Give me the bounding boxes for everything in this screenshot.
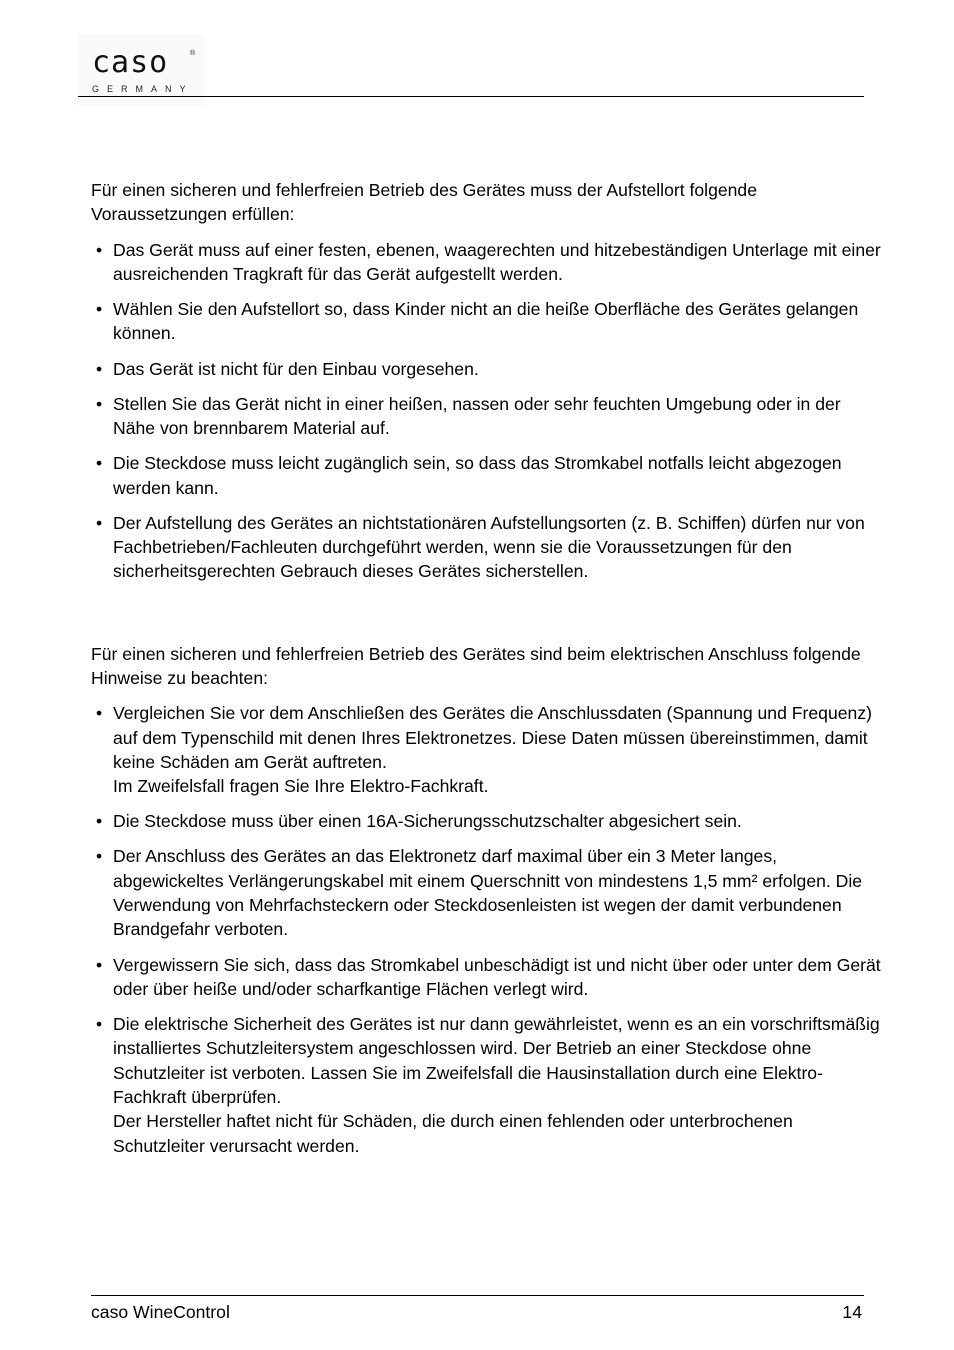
list-item-text: Der Hersteller haftet nicht für Schäden, die durch einen fehlenden oder unterbrochenen Schutzleiter verursacht werden. (113, 1111, 793, 1156)
footer-divider (91, 1295, 864, 1296)
header-divider (78, 96, 864, 97)
list-item (91, 953, 881, 1002)
list-item-text: Im Zweifelsfall fragen Sie Ihre Elektro-Fachkraft. (113, 776, 489, 797)
list-item (91, 701, 881, 798)
list-item-text: • Stellen Sie das Gerät nicht in einer heißen, nassen oder sehr feuchten Umgebung oder in der Nähe von brennbarem Material auf. (113, 393, 841, 439)
page-content (91, 178, 881, 1169)
list-item-text: • Die elektrische Sicherheit des Gerätes ist nur dann gewährleistet, wenn es an ein vorschriftsmäßig installiertes Schutzleitersystem angeschlossen wird. Der Betrieb an einer Steckdose ohne Schutzleiter ist verboten. Lassen Sie im Zweifelsfall die Hausinstallation durch eine Elektro-Fachkraft überprüfen. (113, 1014, 880, 1107)
logo-registered-mark: ® (190, 50, 196, 57)
list-item (91, 844, 881, 941)
list-item-text: • Die Steckdose muss über einen 16A-Sicherungsschutzschalter abgesichert sein. (113, 811, 742, 832)
list-item-text: • Vergewissern Sie sich, dass das Stromkabel unbeschädigt ist und nicht über oder unter dem Gerät oder über heiße und/oder scharfkantige Flächen verlegt wird. (113, 954, 881, 999)
list-item-text: • Das Gerät muss auf einer festen, ebenen, waagerechten und hitzebeständigen Unterlage mit einer ausreichenden Tragkraft für das Gerät aufgestellt werden. (113, 239, 881, 284)
list-item (91, 357, 881, 381)
list-item (91, 392, 881, 441)
list-item-text: • Das Gerät ist nicht für den Einbau vorgesehen. (113, 358, 479, 379)
list-item (91, 1012, 881, 1158)
logo-wordmark: caso (92, 45, 169, 80)
section-installation-location (91, 178, 881, 584)
list-item-text: • Die Steckdose muss leicht zugänglich sein, so dass das Stromkabel notfalls leicht abgezogen werden kann. (113, 453, 842, 498)
list-item (91, 809, 881, 833)
list-item (91, 297, 881, 346)
list-item-text: • Wählen Sie den Aufstellort so, dass Kinder nicht an die heiße Oberfläche des Gerätes gelangen können. (113, 299, 859, 344)
section-intro: Für einen sicheren und fehlerfreien Betrieb des Gerätes muss der Aufstellort folgende Voraussetzungen erfüllen: (91, 180, 758, 225)
list-item-text: • Vergleichen Sie vor dem Anschließen des Gerätes die Anschlussdaten (Spannung und Frequenz) auf dem Typenschild mit denen Ihres Elektronetzes. Diese Daten müssen übereinstimmen, damit keine Schäden am Gerät auftreten. (113, 703, 872, 772)
footer-product-name: caso WineControl (91, 1302, 230, 1322)
page-number: 14 (842, 1302, 862, 1322)
list-item-text: • Der Aufstellung des Gerätes an nichtstationären Aufstellungsorten (z. B. Schiffen) dürfen nur von Fachbetrieben/Fachleuten durchgeführt werden, wenn sie die Voraussetzungen für den sicherheitsgerechten Gebrauch dieses Gerätes sicherstellen. (113, 512, 865, 582)
list-item (91, 511, 881, 584)
section-intro: Für einen sicheren und fehlerfreien Betrieb des Gerätes sind beim elektrischen Anschluss folgende Hinweise zu beachten: (91, 643, 861, 688)
logo-subline: GERMANY (92, 84, 194, 94)
section-electrical-connection (91, 642, 881, 1158)
list-item (91, 238, 881, 287)
list-item (91, 451, 881, 500)
bullet-list (91, 701, 881, 1158)
list-item-text: • Der Anschluss des Gerätes an das Elektronetz darf maximal über ein 3 Meter langes, abgewickeltes Verlängerungskabel mit einem Querschnitt von mindestens 1,5 mm² erfolgen. Die Verwendung von Mehrfachsteckern oder Steckdosenleisten ist wegen der damit verbundenen Brandgefahr verboten. (113, 846, 863, 940)
bullet-list (91, 238, 881, 584)
